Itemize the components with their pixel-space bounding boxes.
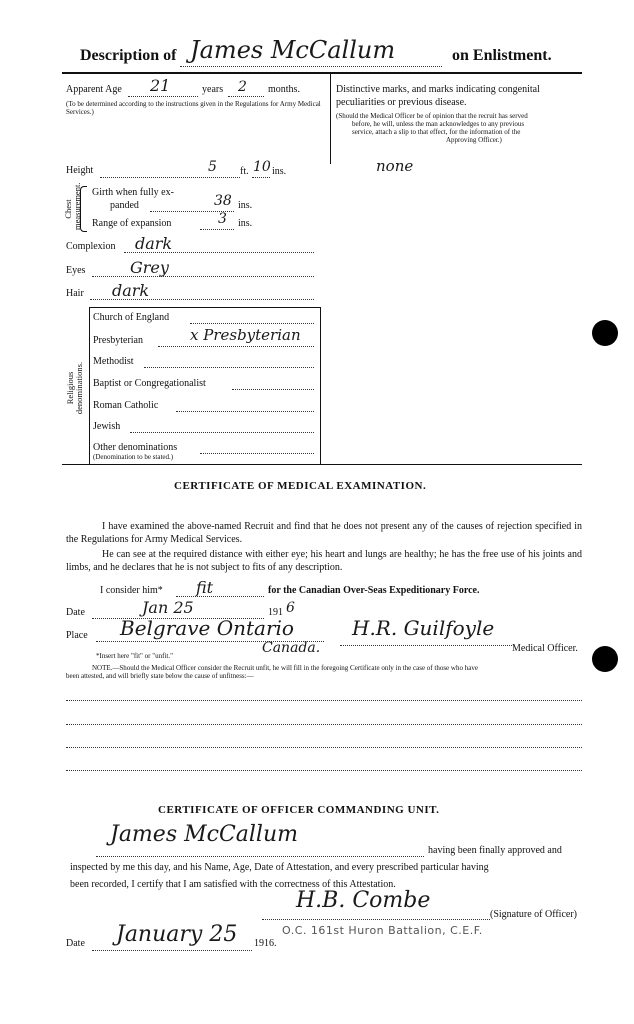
officer-note-1: (Should the Medical Officer be of opinion that the recruit has served — [336, 112, 528, 120]
complexion-value: dark — [135, 234, 173, 253]
girth-value: 38 — [214, 193, 232, 209]
description-prefix: Description of — [80, 47, 177, 64]
commanding-text-3: been recorded, I certify that I am satisfied with the correctness of this Attestation. — [70, 879, 396, 890]
medical-para-2: He can see at the required distance with either eye; his heart and lungs are healthy; he has the free use of his joints and limbs, and he declares that he is not subject to fits of any description. — [66, 549, 582, 573]
religion-line-2 — [158, 346, 314, 347]
religion-selected-value: x Presbyterian — [190, 326, 301, 344]
unfit-note-1: NOTE.—Should the Medical Officer consider the Recruit unfit, he will fill in the foregoing Certificate only in the case of those who have — [92, 664, 478, 672]
officer-note-2: before, he will, unless the man acknowledges to any previous — [352, 120, 525, 128]
religion-church-of-england: Church of England — [93, 312, 170, 323]
recruit-name: James McCallum — [190, 36, 396, 64]
punch-hole-bottom — [592, 646, 618, 672]
range-label: Range of expansion — [92, 218, 172, 229]
medical-date-label: Date — [66, 607, 85, 618]
fit-value: fit — [196, 578, 214, 597]
medical-officer-label: Medical Officer. — [512, 643, 578, 654]
chest-measurement-label: Chest measurement. — [63, 182, 82, 230]
punch-hole-top — [592, 320, 618, 346]
girth-ins-label: ins. — [238, 200, 253, 211]
commanding-date-line — [92, 950, 252, 951]
girth-label-2: panded — [110, 200, 139, 211]
commanding-year: 1916. — [254, 938, 277, 949]
distinctive-marks-line-1: Distinctive marks, and marks indicating congenital — [336, 84, 540, 95]
height-label: Height — [66, 165, 94, 176]
signature-line — [340, 645, 512, 646]
unfit-line-3 — [66, 747, 582, 748]
commanding-officer-signature: H.B. Combe — [296, 888, 431, 913]
months-label: months. — [268, 84, 300, 95]
medical-year-prefix: 191 — [268, 607, 283, 618]
range-line — [200, 229, 234, 230]
age-months-line — [228, 96, 264, 97]
eyes-label: Eyes — [66, 265, 86, 276]
medical-date-value: Jan 25 — [142, 598, 194, 617]
religion-line-4 — [232, 389, 314, 390]
battalion-stamp: O.C. 161st Huron Battalion, C.E.F. — [282, 924, 483, 937]
years-label: years — [202, 84, 224, 95]
vertical-divider — [330, 74, 331, 164]
medical-officer-signature: H.R. Guilfoyle — [352, 616, 495, 640]
religion-presbyterian: Presbyterian — [93, 335, 143, 346]
medical-year-suffix: 6 — [286, 600, 295, 616]
place-label: Place — [66, 630, 88, 641]
top-rule — [62, 72, 582, 74]
unfit-line-2 — [66, 724, 582, 725]
religion-box-left — [89, 307, 90, 464]
religion-box-right — [320, 307, 321, 464]
religious-denominations-label: Religious denominations. — [65, 361, 84, 415]
age-note: (To be determined according to the instructions given in the Regulations for Army Medical Services.) — [66, 100, 321, 116]
age-months-value: 2 — [238, 79, 247, 95]
religion-line-3 — [144, 367, 314, 368]
commanding-date-value: January 25 — [116, 922, 238, 947]
for-force-text: for the Canadian Over-Seas Expeditionary Force. — [268, 585, 480, 596]
height-ins-label: ins. — [272, 166, 287, 177]
name-line — [180, 66, 442, 67]
hair-value: dark — [112, 281, 150, 300]
religion-line-1 — [190, 323, 314, 324]
religion-other-note: (Denomination to be stated.) — [93, 453, 174, 461]
religion-jewish: Jewish — [93, 421, 121, 432]
height-in-line — [252, 177, 270, 178]
age-years-value: 21 — [150, 76, 171, 95]
consider-label: I consider him* — [100, 585, 163, 596]
medical-certificate-heading: CERTIFICATE OF MEDICAL EXAMINATION. — [174, 480, 427, 492]
religion-baptist: Baptist or Congregationalist — [93, 378, 206, 389]
unfit-note-2: been attested, and will briefly state below the cause of unfitness:— — [66, 672, 254, 680]
commanding-text-2: inspected by me this day, and his Name, Age, Date of Attestation, and every prescribed particular having — [70, 862, 489, 873]
hair-label: Hair — [66, 288, 84, 299]
medical-para-1: I have examined the above-named Recruit and find that he does not present any of the causes of rejection specified in the Regulations for Army Medical Services. — [66, 521, 582, 545]
height-line — [100, 177, 240, 178]
complexion-label: Complexion — [66, 241, 116, 252]
height-in-value: 10 — [253, 159, 271, 175]
distinctive-marks-value: none — [376, 157, 414, 175]
religion-line-5 — [176, 411, 314, 412]
commanding-certificate-heading: CERTIFICATE OF OFFICER COMMANDING UNIT. — [158, 804, 440, 816]
commanding-name-value: James McCallum — [110, 822, 298, 847]
fit-line — [176, 596, 264, 597]
on-enlistment: on Enlistment. — [452, 47, 552, 64]
officer-note-4: Approving Officer.) — [446, 136, 502, 144]
range-ins-label: ins. — [238, 218, 253, 229]
ft-label: ft. — [240, 166, 249, 177]
range-value: 3 — [218, 211, 227, 227]
form-bottom-rule — [62, 464, 582, 465]
unfit-line-1 — [66, 700, 582, 701]
religion-other: Other denominations — [93, 442, 178, 453]
chest-brace — [80, 186, 87, 232]
unfit-line-4 — [66, 770, 582, 771]
insert-fit-note: *Insert here "fit" or "unfit." — [96, 652, 173, 660]
religion-roman-catholic: Roman Catholic — [93, 400, 159, 411]
commanding-text-1: having been finally approved and — [428, 845, 562, 856]
commanding-date-label: Date — [66, 938, 85, 949]
place-value-2: Canada. — [262, 640, 321, 656]
commanding-signature-line — [262, 919, 490, 920]
religion-line-7 — [200, 453, 314, 454]
signature-of-officer-label: (Signature of Officer) — [490, 909, 578, 920]
commanding-name-line — [96, 856, 424, 857]
height-ft-value: 5 — [208, 159, 217, 175]
eyes-line — [92, 276, 314, 277]
apparent-age-label: Apparent Age — [66, 84, 122, 95]
religion-box-top — [89, 307, 320, 308]
religion-line-6 — [130, 432, 314, 433]
girth-label-1: Girth when fully ex- — [92, 187, 174, 198]
eyes-value: Grey — [130, 258, 169, 277]
place-value: Belgrave Ontario — [120, 616, 294, 640]
distinctive-marks-line-2: peculiarities or previous disease. — [336, 97, 467, 108]
officer-note-3: service, attach a slip to that effect, for the information of the — [352, 128, 521, 136]
age-years-line — [128, 96, 198, 97]
religion-methodist: Methodist — [93, 356, 134, 367]
